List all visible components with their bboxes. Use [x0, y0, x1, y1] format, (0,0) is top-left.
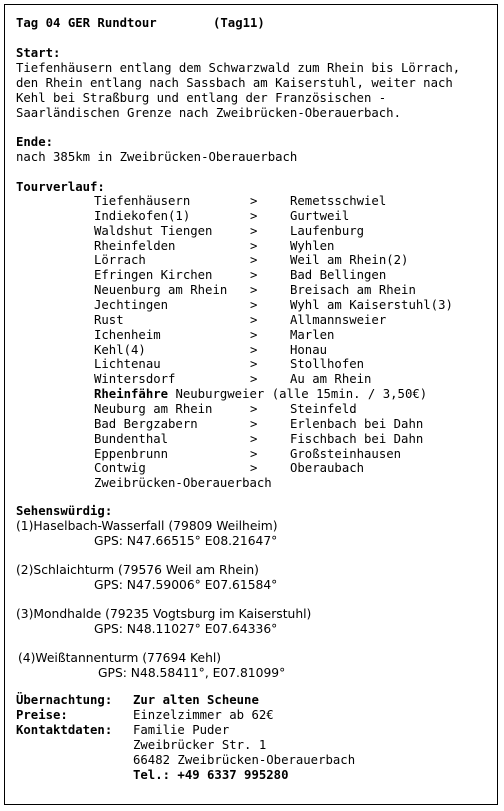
route-from: Rust: [94, 312, 124, 327]
route-from: Bundenthal: [94, 431, 169, 446]
preise-label: Preise:: [16, 708, 68, 722]
route-to: Großsteinhausen: [290, 446, 402, 461]
route-to: Wyhl am Kaiserstuhl(3): [290, 297, 453, 312]
route-to: Steinfeld: [290, 402, 357, 416]
route-arrow: >: [250, 194, 258, 208]
route-arrow: >: [250, 297, 258, 312]
ferry-details: Neuburgweier (alle 15min. / 3,50€): [168, 387, 428, 401]
route-arrow: >: [250, 416, 258, 431]
start-heading: Start:: [16, 46, 61, 60]
route-arrow: >: [250, 223, 258, 238]
sight-name: (1)Haselbach-Wasserfall (79809 Weilheim): [16, 519, 278, 533]
uebernachtung-value: Zur alten Scheune: [133, 693, 259, 707]
route-from: Rheinfelden: [94, 238, 176, 253]
route-arrow: >: [250, 312, 258, 327]
sight-name: (4)Weißtannenturm (77694 Kehl): [18, 651, 222, 665]
sight-gps: GPS: N47.59006° E07.61584°: [94, 578, 278, 592]
route-from: Indiekofen(1): [94, 208, 191, 223]
route-arrow: >: [250, 342, 258, 357]
route-from: Wintersdorf: [94, 372, 176, 387]
title-tag: (Tag11): [213, 16, 265, 30]
page-title: Tag 04 GER Rundtour: [16, 16, 157, 30]
ferry-label: Rheinfähre: [94, 387, 169, 401]
start-line: Tiefenhäusern entlang dem Schwarzwald zum Rhein bis Lörrach,: [16, 61, 461, 75]
route-from: Eppenbrunn: [94, 446, 169, 461]
route-arrow: >: [250, 402, 258, 416]
ende-line: nach 385km in Zweibrücken-Oberauerbach: [16, 150, 298, 164]
route-to: Gurtweil: [290, 208, 350, 223]
preise-value: Einzelzimmer ab 62€: [133, 708, 274, 722]
route-from: Lichtenau: [94, 357, 161, 372]
ende-heading: Ende:: [16, 135, 54, 149]
route-to: Oberaubach: [290, 461, 365, 476]
kontakt-line: 66482 Zweibrücken-Oberauerbach: [133, 753, 356, 767]
route-final: Zweibrücken-Oberauerbach: [94, 476, 272, 490]
route-from: Waldshut Tiengen: [94, 223, 213, 238]
tourverlauf-heading: Tourverlauf:: [16, 180, 105, 194]
route-to: Marlen: [290, 327, 335, 342]
route-arrow: >: [250, 327, 258, 342]
route-from: Tiefenhäusern: [94, 194, 191, 208]
start-line: Kehl bei Straßburg und entlang der Französischen -: [16, 91, 387, 105]
route-arrow: >: [250, 357, 258, 372]
route-from: Contwig: [94, 461, 146, 476]
route-from: Efringen Kirchen: [94, 268, 213, 283]
sehenswuerdig-heading: Sehenswürdig:: [16, 504, 113, 518]
route-arrow: >: [250, 283, 258, 298]
route-to: Fischbach bei Dahn: [290, 431, 424, 446]
route-from: Jechtingen: [94, 297, 169, 312]
route-arrow: >: [250, 268, 258, 283]
route-to: Remetsschwiel: [290, 194, 387, 208]
route-from: Neuenburg am Rhein: [94, 283, 228, 298]
route-arrow: >: [250, 461, 258, 476]
kontakt-line: Zweibrücker Str. 1: [133, 738, 267, 752]
route-arrow: >: [250, 208, 258, 223]
sight-gps: GPS: N47.66515° E08.21647°: [94, 534, 278, 548]
route-arrow: >: [250, 431, 258, 446]
ferry-line: [94, 387, 427, 402]
start-line: Saarländischen Grenze nach Zweibrücken-Oberauerbach.: [16, 106, 401, 120]
route-from: Kehl(4): [94, 342, 146, 357]
uebernachtung-label: Übernachtung:: [16, 693, 113, 707]
route-arrow: >: [250, 253, 258, 268]
sight-gps: GPS: N48.11027° E07.64336°: [94, 622, 278, 636]
route-arrow: >: [250, 238, 258, 253]
route-from: Lörrach: [94, 253, 146, 268]
sight-name: (2)Schlaichturm (79576 Weil am Rhein): [16, 563, 259, 577]
route-to: Honau: [290, 342, 328, 357]
route-arrow: >: [250, 372, 258, 387]
route-to: Laufenburg: [290, 223, 365, 238]
route-to: Erlenbach bei Dahn: [290, 416, 424, 431]
route-to: Allmannsweier: [290, 312, 387, 327]
start-line: den Rhein entlang nach Sassbach am Kaiserstuhl, weiter nach: [16, 76, 453, 90]
route-from: Ichenheim: [94, 327, 161, 342]
route-to: Stollhofen: [290, 357, 365, 372]
tel-line: Tel.: +49 6337 995280: [133, 768, 289, 782]
kontakt-label: Kontaktdaten:: [16, 723, 113, 737]
route-from: Bad Bergzabern: [94, 416, 198, 431]
route-to: Weil am Rhein(2): [290, 253, 409, 268]
route-to: Breisach am Rhein: [290, 283, 416, 298]
kontakt-line: Familie Puder: [133, 723, 230, 737]
route-to: Au am Rhein: [290, 372, 372, 387]
sight-name: (3)Mondhalde (79235 Vogtsburg im Kaiserstuhl): [16, 607, 312, 621]
sight-gps: GPS: N48.58411°, E07.81099°: [98, 666, 286, 680]
route-to: Bad Bellingen: [290, 268, 387, 283]
route-to: Wyhlen: [290, 238, 335, 253]
route-from: Neuburg am Rhein: [94, 402, 213, 416]
route-arrow: >: [250, 446, 258, 461]
